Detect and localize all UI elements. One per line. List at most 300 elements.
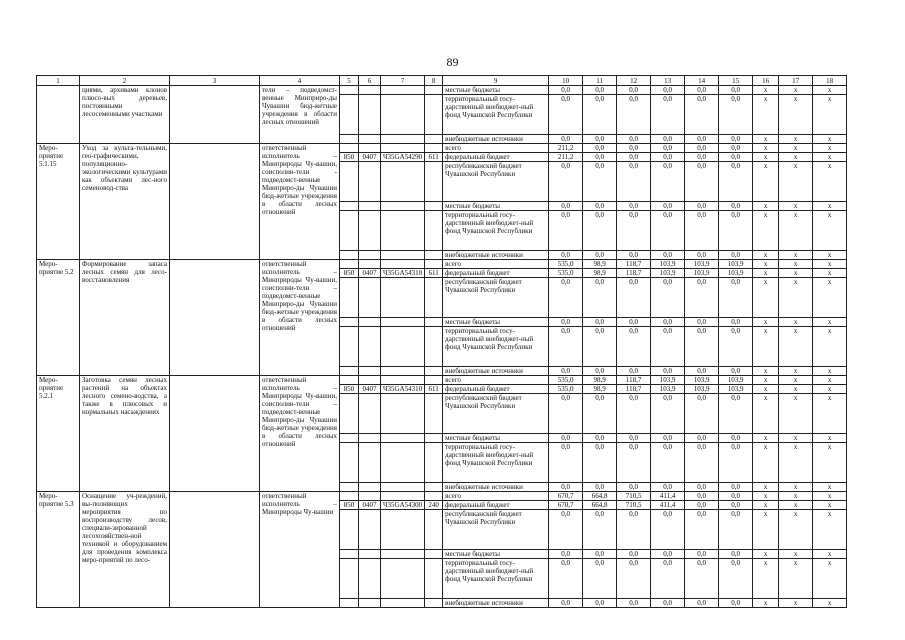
value-cell: 0,0 [549, 510, 583, 550]
value-cell: 211,2 [549, 153, 583, 162]
value-cell: х [779, 318, 813, 327]
column-number-cell: 14 [685, 76, 719, 86]
value-cell: х [753, 327, 779, 367]
value-cell: 0,0 [685, 599, 719, 608]
value-cell: 0,0 [617, 394, 651, 434]
value-cell: х [753, 278, 779, 318]
value-cell: 0,0 [685, 135, 719, 144]
value-cell: 0,0 [651, 95, 685, 135]
value-cell: 0,0 [719, 327, 753, 367]
funding-source-cell: республиканский бюджет Чувашской Республики [443, 394, 549, 434]
value-cell: 0,0 [719, 483, 753, 492]
value-cell: х [779, 86, 813, 95]
column-number-cell: 13 [651, 76, 685, 86]
value-cell: 0,0 [617, 202, 651, 211]
funding-source-cell: федеральный бюджет [443, 269, 549, 278]
empty-cell [381, 492, 425, 501]
value-cell: 535,0 [549, 269, 583, 278]
value-cell: х [753, 550, 779, 559]
value-cell: х [813, 327, 847, 367]
value-cell: 0,0 [583, 95, 617, 135]
value-cell: 0,0 [617, 327, 651, 367]
empty-cell [359, 599, 381, 608]
value-cell: х [813, 153, 847, 162]
value-cell: х [753, 251, 779, 260]
column-number-cell: 2 [80, 76, 170, 86]
column-number-cell: 6 [359, 76, 381, 86]
value-cell: 0,0 [685, 550, 719, 559]
value-cell: х [779, 269, 813, 278]
empty-cell [359, 394, 381, 434]
empty-cell [340, 443, 359, 483]
value-cell: 98,9 [583, 269, 617, 278]
column-number-cell: 12 [617, 76, 651, 86]
value-cell: 0,0 [719, 550, 753, 559]
column-number-cell: 16 [753, 76, 779, 86]
empty-cell [381, 135, 425, 144]
value-cell: 0,0 [617, 483, 651, 492]
value-cell: 0,0 [549, 434, 583, 443]
value-cell: 0,0 [651, 144, 685, 153]
funding-source-cell: внебюджетные источники [443, 135, 549, 144]
value-cell: 0,0 [549, 483, 583, 492]
value-cell: 118,7 [617, 376, 651, 385]
column-number-cell: 11 [583, 76, 617, 86]
empty-cell [340, 492, 359, 501]
value-cell: 0,0 [719, 162, 753, 202]
value-cell: 98,9 [583, 376, 617, 385]
funding-source-cell: местные бюджеты [443, 202, 549, 211]
value-cell: 0,0 [549, 559, 583, 599]
code-grbs-cell: 850 [340, 269, 359, 278]
empty-cell [425, 162, 443, 202]
empty-cell [170, 260, 260, 376]
value-cell: х [753, 367, 779, 376]
column-number-cell: 17 [779, 76, 813, 86]
value-cell: х [753, 162, 779, 202]
column-number-cell: 15 [719, 76, 753, 86]
column-number-cell: 18 [813, 76, 847, 86]
executor-cell: ответственный исполнитель – Минприроды Чу-вашии [260, 492, 340, 608]
value-cell: 0,0 [651, 318, 685, 327]
code-type-cell: 611 [425, 385, 443, 394]
value-cell: 0,0 [583, 559, 617, 599]
empty-cell [340, 251, 359, 260]
code-grbs-cell: 850 [340, 385, 359, 394]
empty-cell [340, 394, 359, 434]
empty-cell [340, 599, 359, 608]
value-cell: х [813, 95, 847, 135]
value-cell: х [779, 162, 813, 202]
value-cell: 411,4 [651, 492, 685, 501]
value-cell: х [779, 211, 813, 251]
value-cell: х [779, 550, 813, 559]
empty-cell [425, 492, 443, 501]
empty-cell [340, 434, 359, 443]
empty-cell [340, 550, 359, 559]
value-cell: 535,0 [549, 260, 583, 269]
empty-cell [381, 278, 425, 318]
empty-cell [425, 202, 443, 211]
value-cell: 0,0 [583, 550, 617, 559]
code-section-cell: 0407 [359, 385, 381, 394]
empty-cell [381, 394, 425, 434]
funding-source-cell: федеральный бюджет [443, 501, 549, 510]
value-cell: 103,9 [719, 260, 753, 269]
value-cell: х [813, 260, 847, 269]
column-number-cell: 1 [37, 76, 80, 86]
value-cell: 0,0 [583, 211, 617, 251]
value-cell: 0,0 [719, 278, 753, 318]
code-type-cell: 611 [425, 153, 443, 162]
value-cell: 0,0 [651, 278, 685, 318]
value-cell: 0,0 [549, 202, 583, 211]
empty-cell [425, 559, 443, 599]
value-cell: 0,0 [719, 559, 753, 599]
activity-name-cell: Уход за культа-тельными, гео-графическими, популяционно-экологическими культурами как объектами лес-ного семеновод-ства [80, 144, 170, 260]
value-cell: 0,0 [549, 443, 583, 483]
budget-table [36, 75, 847, 608]
code-grbs-cell: 850 [340, 153, 359, 162]
column-number-cell: 8 [425, 76, 443, 86]
value-cell: 0,0 [583, 394, 617, 434]
value-cell: х [779, 443, 813, 483]
value-cell: х [779, 153, 813, 162]
empty-cell [381, 260, 425, 269]
empty-cell [359, 443, 381, 483]
empty-cell [381, 318, 425, 327]
value-cell: 0,0 [583, 599, 617, 608]
value-cell: х [753, 443, 779, 483]
empty-cell [359, 434, 381, 443]
value-cell: 0,0 [685, 95, 719, 135]
empty-cell [381, 443, 425, 483]
value-cell: 0,0 [719, 86, 753, 95]
value-cell: х [813, 443, 847, 483]
value-cell: х [779, 135, 813, 144]
value-cell: 0,0 [549, 394, 583, 434]
value-cell: х [753, 510, 779, 550]
value-cell: 0,0 [651, 550, 685, 559]
value-cell: х [779, 492, 813, 501]
value-cell: 211,2 [549, 144, 583, 153]
value-cell: х [779, 278, 813, 318]
value-cell: 0,0 [685, 501, 719, 510]
empty-cell [381, 434, 425, 443]
value-cell: х [753, 599, 779, 608]
value-cell: х [753, 394, 779, 434]
value-cell: х [813, 318, 847, 327]
empty-cell [425, 95, 443, 135]
value-cell: 0,0 [719, 211, 753, 251]
activity-name-cell: Заготовка семян лесных растений на объектах лесного семено-водства, а также в плюсовых и нормальных насаждениях [80, 376, 170, 492]
empty-cell [359, 202, 381, 211]
value-cell: 0,0 [651, 559, 685, 599]
empty-cell [359, 318, 381, 327]
value-cell: х [813, 550, 847, 559]
value-cell: 0,0 [583, 135, 617, 144]
empty-cell [340, 211, 359, 251]
value-cell: х [779, 251, 813, 260]
value-cell: 0,0 [583, 510, 617, 550]
value-cell: 0,0 [549, 318, 583, 327]
value-cell: х [779, 367, 813, 376]
value-cell: 0,0 [651, 394, 685, 434]
empty-cell [359, 550, 381, 559]
funding-source-cell: всего [443, 492, 549, 501]
value-cell: х [779, 202, 813, 211]
value-cell: 103,9 [685, 260, 719, 269]
value-cell: 0,0 [617, 510, 651, 550]
column-number-cell: 5 [340, 76, 359, 86]
funding-source-cell: территориальный госу-дарственный внебюджет-ный фонд Чувашской Республики [443, 211, 549, 251]
empty-cell [381, 483, 425, 492]
value-cell: 118,7 [617, 260, 651, 269]
executor-cell: ответственный исполнитель – Минприроды Чу-вашии, соисполни-тели – подведомст-венные Минприро-ды Чувашии бюд-жетные учреждения в области лесных отношений [260, 376, 340, 492]
empty-cell [425, 278, 443, 318]
value-cell: 0,0 [719, 95, 753, 135]
empty-cell [340, 318, 359, 327]
value-cell: 0,0 [719, 510, 753, 550]
empty-cell [381, 86, 425, 95]
code-type-cell: 611 [425, 269, 443, 278]
empty-cell [340, 135, 359, 144]
value-cell: 0,0 [549, 599, 583, 608]
value-cell: 0,0 [651, 599, 685, 608]
funding-source-cell: республиканский бюджет Чувашской Республики [443, 162, 549, 202]
value-cell: 0,0 [719, 492, 753, 501]
value-cell: х [813, 599, 847, 608]
funding-source-cell: местные бюджеты [443, 86, 549, 95]
value-cell: 0,0 [549, 86, 583, 95]
empty-cell [425, 394, 443, 434]
value-cell: 664,8 [583, 492, 617, 501]
table-row [37, 260, 847, 269]
value-cell: 0,0 [583, 86, 617, 95]
value-cell: х [813, 162, 847, 202]
empty-cell [425, 251, 443, 260]
empty-cell [425, 483, 443, 492]
empty-cell [170, 144, 260, 260]
value-cell: 0,0 [651, 443, 685, 483]
value-cell: х [753, 559, 779, 599]
value-cell: 0,0 [617, 144, 651, 153]
value-cell: 0,0 [617, 251, 651, 260]
value-cell: 0,0 [651, 153, 685, 162]
value-cell: 0,0 [549, 550, 583, 559]
value-cell: х [813, 510, 847, 550]
empty-cell [170, 86, 260, 144]
value-cell: 103,9 [719, 376, 753, 385]
value-cell: х [813, 385, 847, 394]
value-cell: 0,0 [685, 153, 719, 162]
value-cell: х [813, 394, 847, 434]
value-cell: 0,0 [617, 135, 651, 144]
value-cell: х [753, 269, 779, 278]
activity-code-cell [37, 86, 80, 144]
value-cell: 0,0 [685, 318, 719, 327]
funding-source-cell: республиканский бюджет Чувашской Республики [443, 510, 549, 550]
value-cell: х [813, 86, 847, 95]
value-cell: 0,0 [685, 443, 719, 483]
empty-cell [340, 559, 359, 599]
empty-cell [359, 144, 381, 153]
value-cell: 118,7 [617, 385, 651, 394]
empty-cell [340, 376, 359, 385]
empty-cell [340, 162, 359, 202]
value-cell: х [753, 95, 779, 135]
value-cell: 103,9 [685, 269, 719, 278]
value-cell: 0,0 [617, 95, 651, 135]
value-cell: 0,0 [583, 327, 617, 367]
value-cell: 0,0 [685, 510, 719, 550]
value-cell: 0,0 [583, 251, 617, 260]
column-number-cell: 10 [549, 76, 583, 86]
value-cell: 0,0 [583, 162, 617, 202]
value-cell: 0,0 [651, 211, 685, 251]
activity-name-cell: Оснащение уч-реждений, вы-полняющих мероприятия по воспроизводству лесов, специали-зированной лесохозяйствен-ной техникой и оборудованием для проведения комплекса меро-приятий по лесо- [80, 492, 170, 608]
value-cell: 0,0 [685, 327, 719, 367]
value-cell: х [753, 483, 779, 492]
empty-cell [425, 144, 443, 153]
table-row [37, 376, 847, 385]
empty-cell [340, 144, 359, 153]
funding-source-cell: территориальный госу-дарственный внебюджет-ный фонд Чувашской Республики [443, 327, 549, 367]
value-cell: х [753, 434, 779, 443]
value-cell: 103,9 [651, 385, 685, 394]
page-number: 89 [446, 55, 459, 69]
value-cell: 0,0 [583, 318, 617, 327]
value-cell: 0,0 [719, 367, 753, 376]
empty-cell [340, 367, 359, 376]
value-cell: 0,0 [549, 367, 583, 376]
value-cell: 0,0 [549, 327, 583, 367]
value-cell: 0,0 [549, 162, 583, 202]
value-cell: х [779, 394, 813, 434]
value-cell: 0,0 [719, 144, 753, 153]
value-cell: х [753, 501, 779, 510]
value-cell: 0,0 [583, 367, 617, 376]
value-cell: 0,0 [617, 162, 651, 202]
empty-cell [381, 510, 425, 550]
empty-cell [359, 327, 381, 367]
empty-cell [359, 260, 381, 269]
value-cell: 0,0 [617, 559, 651, 599]
empty-cell [359, 211, 381, 251]
value-cell: 0,0 [651, 434, 685, 443]
value-cell: х [753, 211, 779, 251]
code-target-cell: Ч35GA54290 [381, 153, 425, 162]
value-cell: 0,0 [685, 434, 719, 443]
value-cell: х [813, 251, 847, 260]
value-cell: х [813, 376, 847, 385]
empty-cell [381, 559, 425, 599]
empty-cell [425, 599, 443, 608]
empty-cell [381, 162, 425, 202]
value-cell: 118,7 [617, 269, 651, 278]
value-cell: х [779, 376, 813, 385]
empty-cell [381, 376, 425, 385]
empty-cell [425, 327, 443, 367]
empty-cell [340, 86, 359, 95]
value-cell: х [753, 144, 779, 153]
value-cell: 0,0 [549, 211, 583, 251]
empty-cell [359, 251, 381, 260]
value-cell: 0,0 [617, 550, 651, 559]
value-cell: 98,9 [583, 385, 617, 394]
empty-cell [425, 510, 443, 550]
table-row [37, 86, 847, 95]
value-cell: х [813, 367, 847, 376]
value-cell: 0,0 [617, 153, 651, 162]
code-section-cell: 0407 [359, 269, 381, 278]
value-cell: 0,0 [617, 211, 651, 251]
empty-cell [381, 95, 425, 135]
value-cell: 0,0 [617, 318, 651, 327]
value-cell: х [779, 599, 813, 608]
activity-code-cell: Меро-приятие 5.1.15 [37, 144, 80, 260]
empty-cell [425, 434, 443, 443]
value-cell: 0,0 [617, 278, 651, 318]
empty-cell [359, 492, 381, 501]
value-cell: 0,0 [617, 367, 651, 376]
value-cell: 0,0 [685, 162, 719, 202]
value-cell: 0,0 [651, 86, 685, 95]
funding-source-cell: территориальный госу-дарственный внебюджет-ный фонд Чувашской Республики [443, 559, 549, 599]
value-cell: 0,0 [685, 278, 719, 318]
code-section-cell: 0407 [359, 501, 381, 510]
empty-cell [425, 443, 443, 483]
empty-cell [359, 510, 381, 550]
code-section-cell: 0407 [359, 153, 381, 162]
value-cell: 411,4 [651, 501, 685, 510]
value-cell: 0,0 [583, 144, 617, 153]
value-cell: 0,0 [685, 394, 719, 434]
value-cell: 0,0 [651, 510, 685, 550]
value-cell: 0,0 [685, 211, 719, 251]
funding-source-cell: всего [443, 376, 549, 385]
empty-cell [425, 550, 443, 559]
empty-cell [425, 135, 443, 144]
funding-source-cell: внебюджетные источники [443, 599, 549, 608]
value-cell: х [813, 434, 847, 443]
empty-cell [359, 86, 381, 95]
empty-cell [381, 367, 425, 376]
value-cell: 0,0 [617, 434, 651, 443]
value-cell: 0,0 [583, 434, 617, 443]
value-cell: х [779, 510, 813, 550]
empty-cell [170, 376, 260, 492]
value-cell: 664,8 [583, 501, 617, 510]
empty-cell [425, 376, 443, 385]
empty-cell [359, 135, 381, 144]
value-cell: 0,0 [583, 278, 617, 318]
column-number-cell: 9 [443, 76, 549, 86]
value-cell: 0,0 [685, 367, 719, 376]
value-cell: 98,9 [583, 260, 617, 269]
empty-cell [381, 251, 425, 260]
value-cell: 0,0 [719, 443, 753, 483]
funding-source-cell: республиканский бюджет Чувашской Республики [443, 278, 549, 318]
value-cell: 0,0 [617, 599, 651, 608]
value-cell: 0,0 [719, 153, 753, 162]
empty-cell [425, 367, 443, 376]
value-cell: 0,0 [719, 135, 753, 144]
empty-cell [340, 202, 359, 211]
value-cell: 0,0 [549, 95, 583, 135]
value-cell: х [779, 260, 813, 269]
empty-cell [425, 86, 443, 95]
